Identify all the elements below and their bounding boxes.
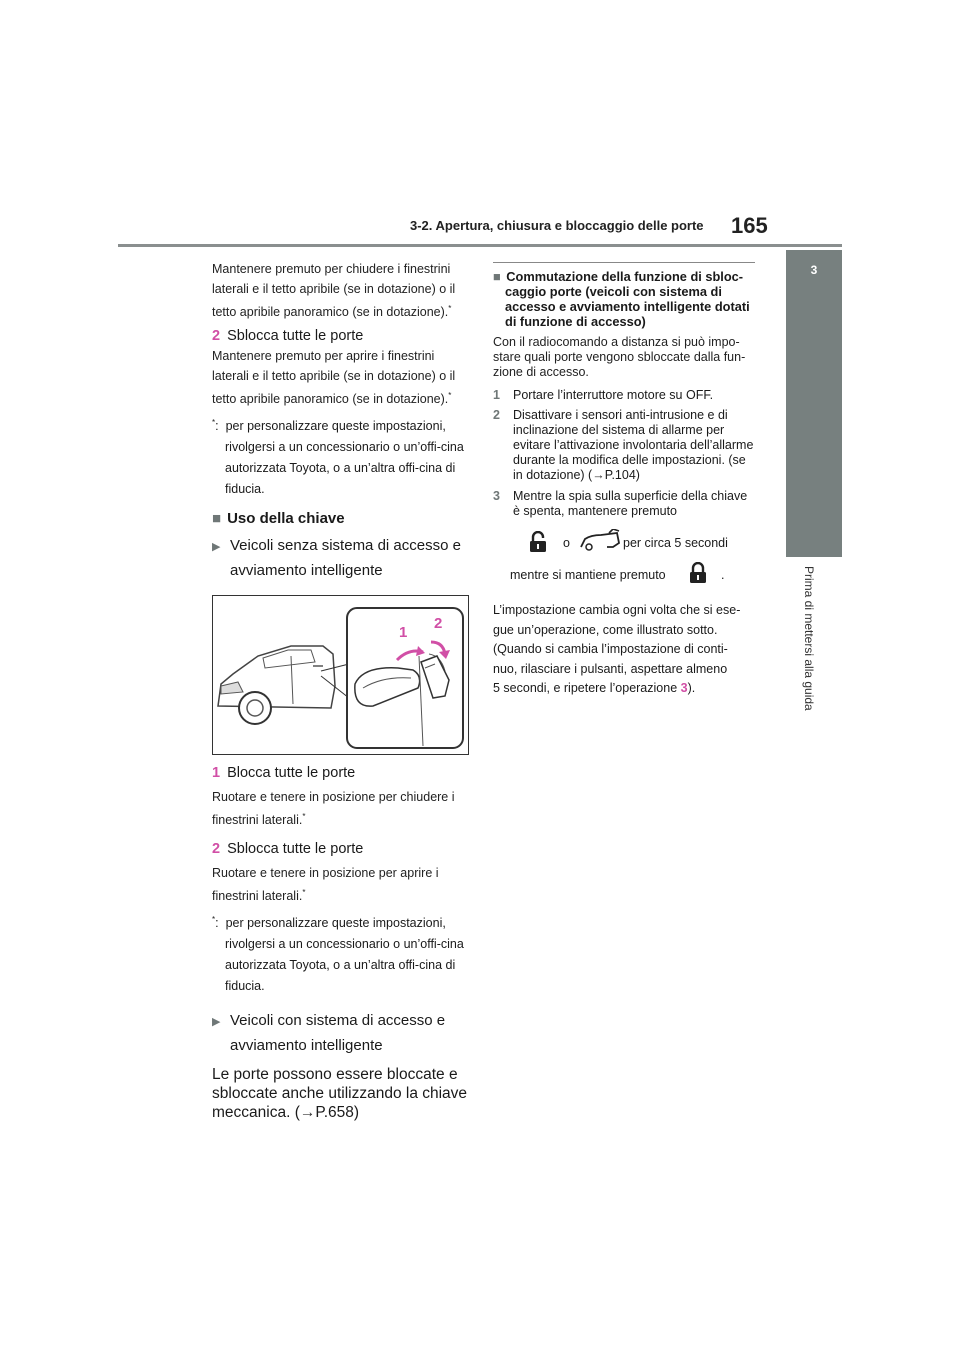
mechanical-key-paragraph: Le porte possono essere bloccate e sbloccate anche utilizzando la chiave meccanica. (→P.658) — [212, 1065, 468, 1121]
step-unlock-all: 2 Sblocca tutte le porte — [212, 840, 364, 857]
step-desc-line: tetto apribile panoramico (se in dotazione).* — [212, 391, 452, 407]
chapter-number: 3 — [810, 263, 818, 277]
step-desc-line: Ruotare e tenere in posizione per aprire i — [212, 865, 439, 880]
step-desc-line: Mantenere premuto per aprire i finestrini — [212, 349, 435, 364]
page-number: 165 — [731, 213, 768, 238]
right-column — [493, 262, 755, 699]
section-heading-key: ■ Uso della chiave — [212, 510, 345, 528]
button-hold-line — [493, 561, 755, 591]
key-door-illustration — [212, 595, 469, 755]
procedure-step-2: 2 Disattivare i sensori anti-intrusione e di inclinazione del sistema di allarme per evitare l’attivazione involontaria dell’allarme durante la modifica delle impostazioni. (se in dotazione) (→P.104) — [493, 408, 754, 482]
or-text: o — [563, 536, 570, 550]
unlock-button-icon — [529, 531, 547, 553]
triangle-bullet-icon: ▶ — [212, 541, 221, 554]
header-rule — [118, 244, 842, 247]
button-combination-line — [493, 529, 755, 559]
intro-line: laterali e il tetto apribile (se in dotazione) o il — [212, 282, 456, 296]
procedure-step-3: 3 Mentre la spia sulla superficie della chiave è spenta, mantenere premuto — [493, 489, 748, 518]
figure-label-1: 1 — [399, 624, 408, 642]
intro-paragraph: Con il radiocomando a distanza si può impo-stare quali porte vengono sbloccate dalla fun-zione di accesso. — [493, 335, 746, 379]
footnote: *: per personalizzare queste impostazioni, rivolgersi a un concessionario o un’offi-cina autorizzata Toyota, o a un’altra offi-cina di fiducia. — [212, 914, 464, 993]
triangle-bullet-icon: ▶ — [212, 1015, 221, 1028]
procedure-step-1: 1 Portare l’interruttore motore su OFF. — [493, 388, 714, 402]
section-title: 3-2. Apertura, chiusura e bloccaggio delle porte — [410, 218, 704, 233]
subheading-no-smart-entry: ▶ Veicoli senza sistema di accesso e avviamento intelligente — [212, 537, 461, 580]
step-desc-line: finestrini laterali.* — [212, 887, 306, 903]
trunk-button-icon — [579, 529, 621, 551]
car-door-handle-icon — [213, 596, 468, 754]
intro-line: Mantenere premuto per chiudere i finestrini — [212, 262, 451, 276]
outro-line: nuo, rilasciare i pulsanti, aspettare almeno — [493, 661, 728, 676]
step-lock-all: 1 Blocca tutte le porte — [212, 765, 356, 782]
chapter-title: Prima di mettersi alla guida — [802, 566, 816, 711]
footnote: *: per personalizzare queste impostazioni, rivolgersi a un concessionario o un’offi-cina autorizzata Toyota, o a un’altra offi-cina di fiducia. — [212, 418, 464, 497]
step-unlock-all: 2 Sblocca tutte le porte — [212, 328, 364, 345]
figure-label-2: 2 — [434, 615, 443, 633]
outro-line: gue un’operazione, come illustrato sotto. — [493, 622, 718, 637]
duration-text: per circa 5 secondi — [623, 536, 728, 550]
section-heading-unlock-function: ■ Commutazione della funzione di sbloc-caggio porte (veicoli con sistema di accesso e avviamento intelligente dotati di funzione di accesso) — [493, 269, 750, 329]
step-desc-line: finestrini laterali.* — [212, 812, 306, 828]
outro-line: L’impostazione cambia ogni volta che si ese- — [493, 603, 741, 617]
outro-line: 5 secondi, e ripetere l’operazione 3). — [493, 681, 696, 695]
subheading-smart-entry: ▶ Veicoli con sistema di accesso e avviamento intelligente — [212, 1011, 446, 1054]
step-desc-line: laterali e il tetto apribile (se in dotazione) o il — [212, 369, 456, 384]
while-text: mentre si mantiene premuto — [510, 568, 666, 582]
period-text: . — [721, 568, 725, 582]
left-column — [212, 259, 477, 1122]
step-desc-line: Ruotare e tenere in posizione per chiudere i — [212, 790, 455, 805]
intro-line: tetto apribile panoramico (se in dotazione).* — [212, 304, 452, 320]
lock-button-icon — [689, 562, 707, 584]
outro-line: (Quando si cambia l’impostazione di conti- — [493, 642, 728, 656]
arrow-right-icon: → — [592, 468, 605, 482]
heading-rule — [493, 262, 755, 263]
chapter-tab — [786, 250, 842, 557]
arrow-right-icon: → — [299, 1103, 316, 1121]
